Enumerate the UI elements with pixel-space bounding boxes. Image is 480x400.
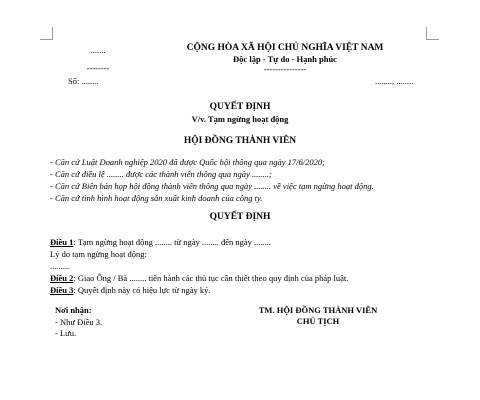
crop-mark-top-right [426,27,439,40]
article-1 [50,237,271,247]
recipient-item: - Như Điều 3. [55,317,103,327]
header-org-divider: -------- [86,63,110,73]
basis-line: - Căn cứ điều lệ ........ được các thành viên thông qua ngày ........; [50,169,272,179]
article-3-label: Điều 3 [50,285,74,295]
basis-line: - Căn cứ tình hình hoạt động sản xuất kinh doanh của công ty. [50,193,263,203]
article-2-label: Điều 2 [50,273,74,283]
reason-label: Lý do tạm ngừng hoạt động: [50,249,147,259]
document-number: Số: ........ [68,76,99,86]
motto-divider: --------------- [263,64,307,74]
country-name: CỘNG HÒA XÃ HỘI CHỦ NGHĨA VIỆT NAM [186,43,384,53]
article-3 [50,285,211,295]
article-2 [50,273,348,283]
recipients-label: Nơi nhận: [55,305,92,315]
document-title: QUYẾT ĐỊNH [209,102,271,112]
crop-mark-top-left [40,27,53,40]
reason-dots: ......... [50,261,70,271]
signer-title: CHỦ TỊCH [296,316,340,326]
document-subject: V/v. Tạm ngừng hoạt động [191,114,289,124]
article-3-text: : Quyết định này có hiệu lực từ ngày ký. [73,285,211,295]
decision-heading: QUYẾT ĐỊNH [209,212,271,222]
recipient-item: - Lưu. [55,328,77,338]
national-motto: Độc lập - Tự do - Hạnh phúc [233,54,337,64]
header-org-name: ....... [90,45,106,55]
article-1-text: : Tạm ngừng hoạt động ........ từ ngày ........ đến ngày ........ [73,237,272,247]
article-2-text: : Giao Ông / Bà ........ tiến hành các thủ tục cần thiết theo quy định của pháp luật. [73,273,349,283]
issuing-body: HỘI ĐỒNG THÀNH VIÊN [183,136,297,146]
basis-line: - Căn cứ Luật Doanh nghiệp 2020 đã được Quốc hội thông qua ngày 17/6/2020; [50,157,325,167]
article-1-label: Điều 1 [50,237,74,247]
place-date: ........, ........ [375,76,414,86]
signer-organization: TM. HỘI ĐỒNG THÀNH VIÊN [258,305,378,315]
basis-line: - Căn cứ Biên bản họp hội đồng thành viên thông qua ngày ........ về việc tạm ngừng hoạt động. [50,181,374,191]
